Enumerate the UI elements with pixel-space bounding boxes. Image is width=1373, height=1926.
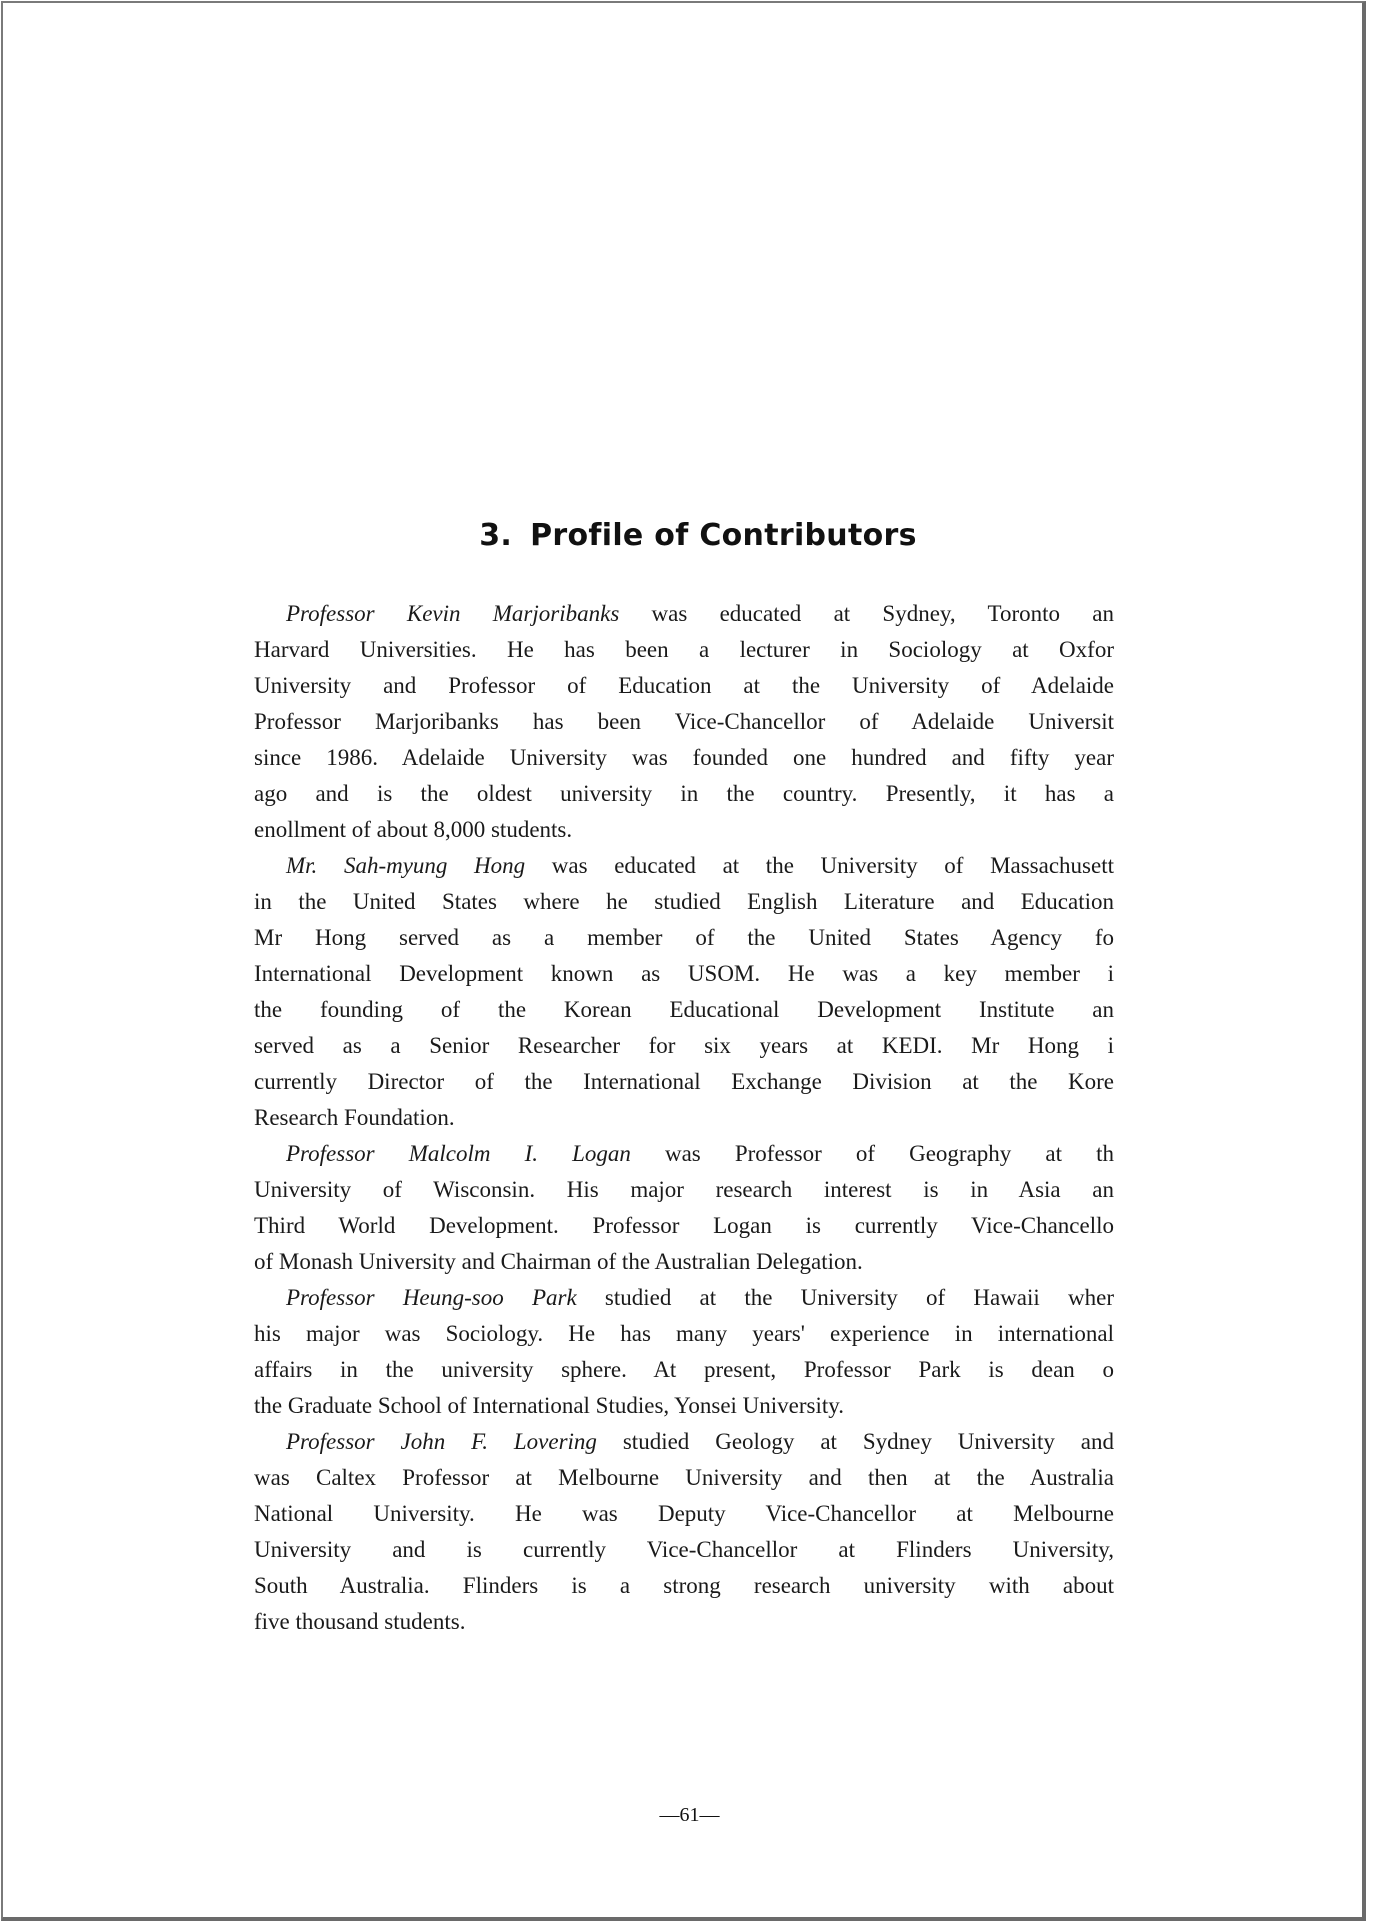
- text-line: served as a Senior Researcher for six years at KEDI. Mr Hong i: [254, 1033, 1114, 1058]
- text-span: studied at the University of Hawaii wher: [576, 1285, 1114, 1310]
- text-line: currently Director of the International Exchange Division at the Kore: [254, 1069, 1114, 1094]
- contributor-name: Professor Malcolm I. Logan: [286, 1141, 631, 1166]
- text-line: Research Foundation.: [254, 1105, 455, 1130]
- text-line: University and is currently Vice-Chancellor at Flinders University,: [254, 1537, 1114, 1562]
- text-line: of Monash University and Chairman of the Australian Delegation.: [254, 1249, 863, 1274]
- text-span: studied Geology at Sydney University and: [596, 1429, 1114, 1454]
- text-line: was Caltex Professor at Melbourne University and then at the Australia: [254, 1465, 1114, 1490]
- text-span: was Professor of Geography at th: [630, 1141, 1114, 1166]
- page: [1, 1, 1366, 1921]
- contributor-name: Mr. Sah-myung Hong: [286, 853, 526, 878]
- text-line: [254, 1424, 1114, 1460]
- text-line: the Graduate School of International Studies, Yonsei University.: [254, 1393, 845, 1418]
- text-line: since 1986. Adelaide University was founded one hundred and fifty year: [254, 745, 1114, 770]
- text-line: ago and is the oldest university in the country. Presently, it has a: [254, 781, 1114, 806]
- text-span: was educated at Sydney, Toronto an: [619, 601, 1114, 626]
- contributor-name: Professor John F. Lovering: [286, 1429, 597, 1454]
- text-line: [254, 848, 1114, 884]
- text-line: [254, 1136, 1114, 1172]
- text-line: Professor Marjoribanks has been Vice-Chancellor of Adelaide Universit: [254, 709, 1114, 734]
- contributor-paragraph: [254, 596, 1114, 848]
- contributor-paragraph: [254, 1136, 1114, 1280]
- contributor-paragraph: [254, 1424, 1114, 1640]
- text-line: University and Professor of Education at the University of Adelaide: [254, 673, 1114, 698]
- text-span: was educated at the University of Massachusett: [525, 853, 1114, 878]
- text-line: International Development known as USOM. He was a key member i: [254, 961, 1114, 986]
- text-line: affairs in the university sphere. At present, Professor Park is dean o: [254, 1357, 1114, 1382]
- section-title: [253, 518, 1143, 553]
- text-line: [254, 596, 1114, 632]
- text-line: in the United States where he studied English Literature and Education: [254, 889, 1114, 914]
- contributors-body: [254, 596, 1114, 1640]
- text-line: his major was Sociology. He has many years' experience in international: [254, 1321, 1114, 1346]
- text-line: Harvard Universities. He has been a lecturer in Sociology at Oxfor: [254, 637, 1114, 662]
- text-line: National University. He was Deputy Vice-Chancellor at Melbourne: [254, 1501, 1114, 1526]
- page-number: —61—: [659, 1804, 720, 1826]
- text-line: five thousand students.: [254, 1609, 466, 1634]
- section-number: 3.: [479, 518, 513, 553]
- text-line: Mr Hong served as a member of the United States Agency fo: [254, 925, 1114, 950]
- contributor-paragraph: [254, 848, 1114, 1136]
- contributor-name: Professor Heung-soo Park: [286, 1285, 577, 1310]
- text-line: South Australia. Flinders is a strong research university with about: [254, 1573, 1114, 1598]
- text-line: [254, 1280, 1114, 1316]
- contributor-paragraph: [254, 1280, 1114, 1424]
- text-line: enollment of about 8,000 students.: [254, 817, 573, 842]
- text-line: University of Wisconsin. His major research interest is in Asia an: [254, 1177, 1114, 1202]
- section-title-text: Profile of Contributors: [530, 518, 917, 553]
- contributor-name: Professor Kevin Marjoribanks: [286, 601, 620, 626]
- text-line: the founding of the Korean Educational Development Institute an: [254, 997, 1114, 1022]
- text-line: Third World Development. Professor Logan is currently Vice-Chancello: [254, 1213, 1114, 1238]
